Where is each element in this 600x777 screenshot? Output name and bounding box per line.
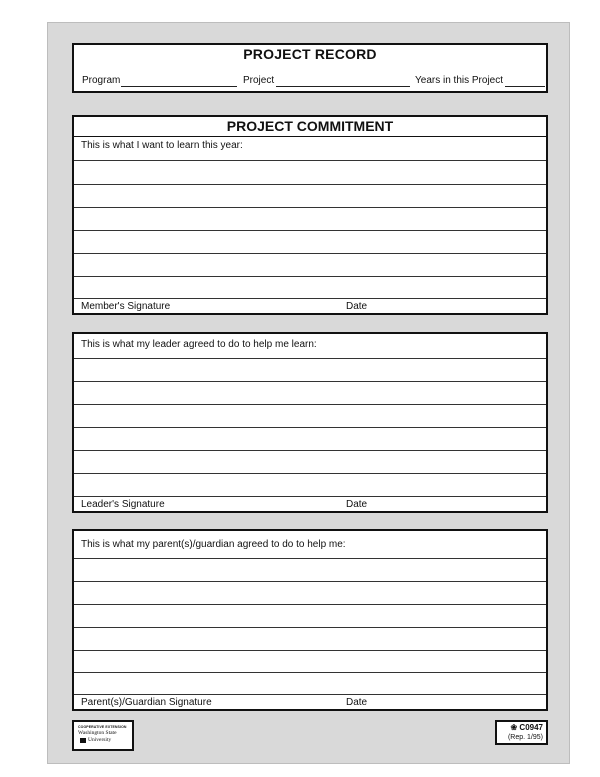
years-label: Years in this Project	[415, 75, 504, 86]
leader-prompt: This is what my leader agreed to do to help me learn:	[81, 339, 317, 350]
wsu-logo	[72, 720, 134, 751]
project-record-title: PROJECT RECORD	[243, 46, 377, 62]
member-line[interactable]	[74, 230, 546, 231]
project-label: Project	[243, 75, 275, 86]
parent-line[interactable]	[74, 581, 546, 582]
parent-line[interactable]	[74, 694, 546, 695]
logo-university-line1: Washington State	[78, 730, 117, 736]
logo-university-line2: University	[88, 737, 112, 743]
leader-section	[72, 332, 548, 513]
leader-line[interactable]	[74, 404, 546, 405]
member-line[interactable]	[74, 184, 546, 185]
parent-line[interactable]	[74, 558, 546, 559]
leader-signature-label: Leader's Signature	[81, 499, 165, 510]
parent-prompt: This is what my parent(s)/guardian agreed to do to help me:	[81, 539, 346, 550]
parent-line[interactable]	[74, 650, 546, 651]
parent-section	[72, 529, 548, 711]
years-field[interactable]	[505, 86, 545, 87]
form-page	[47, 22, 570, 764]
member-line[interactable]	[74, 207, 546, 208]
member-signature-label: Member's Signature	[81, 301, 171, 312]
member-line[interactable]	[74, 160, 546, 161]
member-prompt: This is what I want to learn this year:	[81, 140, 243, 151]
parent-line[interactable]	[74, 627, 546, 628]
member-line[interactable]	[74, 253, 546, 254]
form-code-box	[495, 720, 548, 745]
leader-line[interactable]	[74, 358, 546, 359]
member-section	[72, 115, 548, 315]
leader-line[interactable]	[74, 496, 546, 497]
leader-line[interactable]	[74, 427, 546, 428]
leader-line[interactable]	[74, 473, 546, 474]
parent-line[interactable]	[74, 604, 546, 605]
clover-icon: ❀	[510, 723, 518, 732]
parent-date-label: Date	[346, 697, 368, 708]
project-commitment-title: PROJECT COMMITMENT	[74, 117, 546, 137]
program-label: Program	[82, 75, 121, 86]
parent-line[interactable]	[74, 672, 546, 673]
member-line[interactable]	[74, 276, 546, 277]
program-field[interactable]	[121, 86, 237, 87]
parent-signature-label: Parent(s)/Guardian Signature	[81, 697, 212, 708]
project-field[interactable]	[276, 86, 410, 87]
wsu-seal-icon	[80, 738, 86, 743]
member-line[interactable]	[74, 298, 546, 299]
member-date-label: Date	[346, 301, 368, 312]
leader-date-label: Date	[346, 499, 368, 510]
logo-extension-text: COOPERATIVE EXTENSION	[78, 725, 127, 729]
form-revision: (Rep. 1/95)	[507, 734, 543, 741]
form-code: C0947	[519, 723, 543, 732]
leader-line[interactable]	[74, 381, 546, 382]
project-record-box	[72, 43, 548, 93]
leader-line[interactable]	[74, 450, 546, 451]
